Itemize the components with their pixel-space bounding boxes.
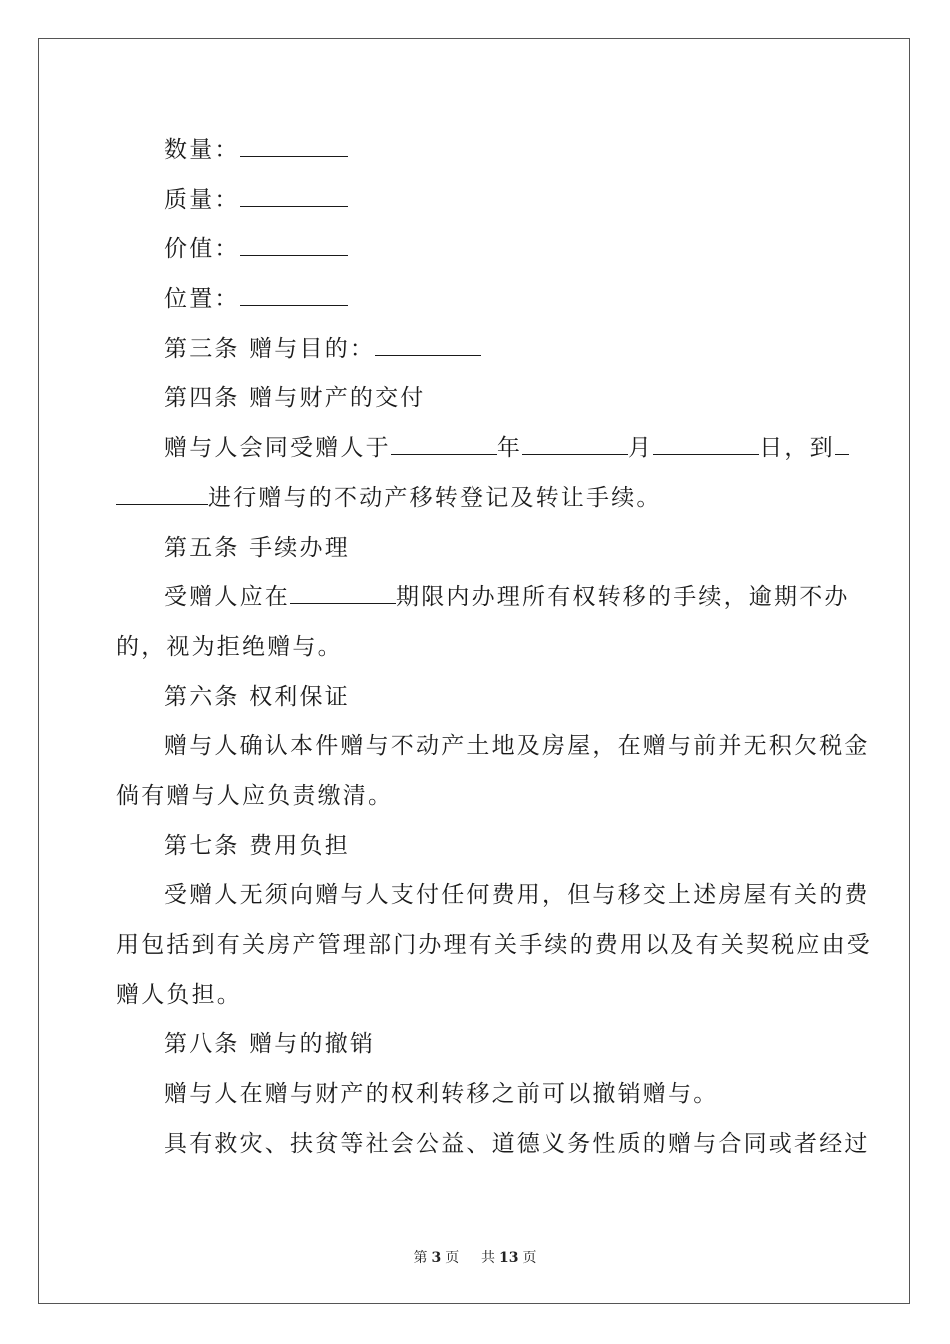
cost-line: 受赠人无须向赠与人支付任何费用，但与移交上述房屋有关的费 bbox=[164, 882, 870, 909]
day-label: 日，到 bbox=[759, 435, 835, 462]
place-blank-start bbox=[835, 434, 849, 455]
total-prefix: 共 bbox=[481, 1250, 496, 1266]
quantity-label: 数量： bbox=[164, 137, 240, 163]
revocation-line: 赠与人在赠与财产的权利转移之前可以撤销赠与。 bbox=[164, 1081, 719, 1108]
delivery-text-cont: 进行赠与的不动产移转登记及转让手续。 bbox=[208, 484, 662, 511]
procedure-text: 受赠人应在 bbox=[164, 584, 290, 611]
day-blank bbox=[653, 434, 759, 455]
location-label: 位置： bbox=[164, 286, 240, 313]
article-8-heading: 第八条 赠与的撤销 bbox=[164, 1031, 376, 1058]
procedure-text-2: 期限内办理所有权转移的手续，逾期不办 bbox=[396, 584, 850, 611]
article-3-line bbox=[116, 325, 836, 375]
document-body bbox=[116, 126, 872, 1169]
page-number: 3 bbox=[431, 1250, 442, 1266]
period-blank bbox=[290, 583, 396, 604]
footer-prefix: 第 bbox=[413, 1250, 428, 1266]
delivery-line bbox=[116, 424, 836, 474]
procedure-line-cont: 的，视为拒绝赠与。 bbox=[116, 633, 343, 660]
location-line bbox=[116, 275, 836, 325]
total-unit: 页 bbox=[522, 1250, 537, 1266]
cost-line-2: 用包括到有关房产管理部门办理有关手续的费用以及有关契税应由受 bbox=[116, 932, 872, 958]
exception-line: 具有救灾、扶贫等社会公益、道德义务性质的赠与合同或者经过 bbox=[164, 1130, 870, 1157]
year-label: 年 bbox=[496, 435, 523, 462]
quantity-blank bbox=[240, 136, 348, 157]
cost-line-3: 赠人负担。 bbox=[116, 981, 242, 1008]
article-7-heading: 第七条 费用负担 bbox=[164, 832, 350, 859]
procedure-line bbox=[116, 573, 850, 623]
quality-label: 质量： bbox=[164, 186, 240, 213]
article-4-heading: 第四条 赠与财产的交付 bbox=[164, 385, 426, 412]
page-footer bbox=[0, 1247, 950, 1267]
value-blank bbox=[240, 235, 348, 256]
quantity-line bbox=[116, 126, 836, 176]
month-blank bbox=[522, 434, 628, 455]
delivery-text: 赠与人会同受赠人于 bbox=[164, 435, 391, 462]
article-3-heading: 第三条 赠与目的： bbox=[164, 335, 376, 362]
quality-line bbox=[116, 176, 836, 226]
page-unit: 页 bbox=[445, 1250, 460, 1266]
total-pages: 13 bbox=[499, 1250, 519, 1266]
delivery-line-cont bbox=[116, 474, 836, 524]
place-blank-end bbox=[116, 484, 208, 505]
warranty-line-cont: 倘有赠与人应负责缴清。 bbox=[116, 782, 394, 809]
year-blank bbox=[391, 434, 497, 455]
value-label: 价值： bbox=[164, 236, 240, 263]
article-5-heading: 第五条 手续办理 bbox=[164, 534, 350, 561]
value-line bbox=[116, 225, 836, 275]
month-label: 月 bbox=[628, 435, 654, 462]
location-blank bbox=[240, 285, 348, 306]
purpose-blank bbox=[375, 335, 481, 356]
warranty-line: 赠与人确认本件赠与不动产土地及房屋，在赠与前并无积欠税金 bbox=[164, 733, 870, 760]
article-6-heading: 第六条 权利保证 bbox=[164, 683, 350, 710]
quality-blank bbox=[240, 186, 348, 207]
